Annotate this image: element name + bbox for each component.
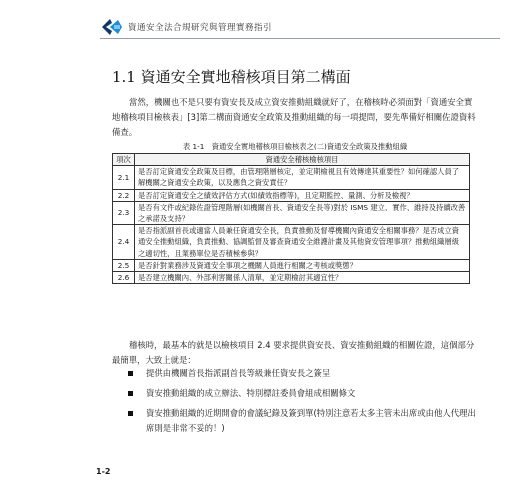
- column-header-number: 項次: [113, 154, 135, 166]
- table-row: [113, 201, 470, 224]
- list-item: [112, 366, 480, 381]
- list-item: [112, 406, 480, 436]
- logo-icon: [100, 17, 124, 37]
- running-header: [100, 16, 500, 38]
- row-number: 2.1: [113, 166, 135, 189]
- row-number: 2.3: [113, 201, 135, 224]
- table-row: [113, 272, 470, 284]
- table-row: [113, 189, 470, 201]
- list-item: [112, 386, 480, 401]
- row-number: 2.6: [113, 272, 135, 284]
- row-number: 2.2: [113, 189, 135, 201]
- row-text: 是否訂定資通安全之績效評估方式(如績效指標等)，且定期監控、量測、分析及檢視？: [135, 189, 470, 201]
- page-number: 1-2: [96, 467, 111, 476]
- header-rule: [100, 38, 500, 39]
- closing-paragraph: 稽核時，最基本的就是以檢核項目 2.4 要求提供資安長、資安推動組織的相關佐證，這個部分最簡單，大致上就是：: [112, 340, 475, 365]
- row-text: 是否訂定資通安全政策及目標，由管理階層核定，並定期檢視且有效傳達其重要性？如何確認人員了解機關之資通安全政策，以及應負之資安責任？: [135, 166, 470, 189]
- square-bullet-icon: [128, 371, 133, 376]
- list-item-text: 資安推動組織的近期開會的會議紀錄及簽到單(特別注意若太多主管未出席或由他人代理出席則是非常不妥的！): [146, 408, 476, 433]
- row-number: 2.5: [113, 259, 135, 271]
- row-text: 是否建立機關內、外部利害關係人清單，並定期檢討其適宜性？: [135, 272, 470, 284]
- table-row: [113, 225, 470, 260]
- square-bullet-icon: [128, 391, 133, 396]
- list-item-text: 提供由機關首長指派副首長等級兼任資安長之簽呈: [146, 368, 331, 378]
- column-header-item: 資通安全稽核檢核項目: [135, 154, 470, 166]
- row-text: 是否針對業務涉及資通安全事項之機關人員進行相關之考核或獎懲？: [135, 259, 470, 271]
- table-caption: 表 1-1 資通安全實地稽核項目檢核表之(二)資通安全政策及推動組織: [182, 142, 408, 151]
- row-number: 2.4: [113, 225, 135, 260]
- square-bullet-icon: [128, 411, 133, 416]
- intro-paragraph: 當然，機關也不是只要有資安長及成立資安推動組織就好了，在稽核時必須面對「資通安全實地稽核項目檢核表」[3]第二構面資通安全政策及推動組織的每一項提問，要先準備好相關佐證資料備查。: [112, 97, 476, 137]
- table-row: [113, 259, 470, 271]
- row-text: 是否有文件或紀錄佐證管理階層(如機關首長、資通安全長等)對於 ISMS 建立、實作、維持及持續改善之承諾及支持？: [135, 201, 470, 224]
- header-title: 資通安全法合規研究與管理實務指引: [128, 23, 273, 33]
- table-header-row: [113, 154, 470, 166]
- row-text: 是否指派副首長或適當人員兼任資通安全長，負責推動及督導機關內資通安全相關事務？是否成立資通安全推動組織，負責推動、協調監督及審查資通安全維護計畫及其他資安管理事項？推動組織層級之適切性，且業務單位是否積極參與？: [135, 225, 470, 260]
- list-item-text: 資安推動組織的成立辦法、特別標註委員會組成相關條文: [146, 388, 356, 398]
- table-row: [113, 166, 470, 189]
- requirement-list: [112, 366, 480, 441]
- audit-items-table: [112, 153, 470, 284]
- section-title: 1.1 資通安全實地稽核項目第二構面: [112, 68, 351, 86]
